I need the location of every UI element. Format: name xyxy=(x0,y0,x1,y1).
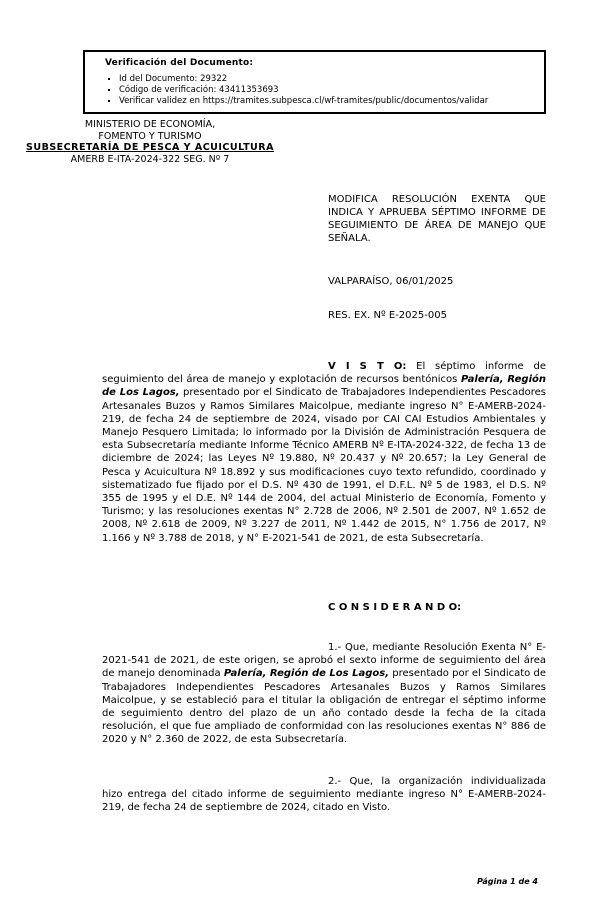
considerando-heading: C O N S I D E R A N D O: xyxy=(328,602,462,613)
verification-box xyxy=(83,50,546,114)
resolution-subject-title: MODIFICA RESOLUCIÓN EXENTA QUE INDICA Y APRUEBA SÉPTIMO INFORME DE SEGUIMIENTO DE ÁREA DE MANEJO QUE SEÑALA. xyxy=(328,194,546,244)
visto-text-2: presentado por el Sindicato de Trabajadores Independientes Pescadores Artesanales Buzos y Ramos Similares Maicolpue, mediante ingreso N° E-AMERB-2024-219, de fecha 24 de septiembre de 2024, visado por CAI CAI Estudios Ambientales y Manejo Pesquero Limitada; lo informado por la División de Administración Pesquera de esta Subsecretaría mediante Informe Técnico AMERB Nº E-ITA-2024-322, de fecha 13 de diciembre de 2024; las Leyes Nº 19.880, Nº 20.437 y Nº 20.657; la Ley General de Pesca y Acuicultura Nº 18.892 y sus modificaciones cuyo texto refundido, coordinado y sistematizado fue fijado por el D.S. Nº 430 de 1991, el D.F.L. Nº 5 de 1983, el D.S. Nº 355 de 1995 y el D.E. Nº 144 de 2004, del actual Ministerio de Economía, Fomento y Turismo; y las resoluciones exentas N° 2.728 de 2006, Nº 2.501 de 2007, Nº 1.652 de 2008, Nº 2.618 de 2009, Nº 3.227 de 2011, Nº 1.442 de 2015, N° 1.756 de 2017, Nº 1.166 y Nº 3.788 de 2018, y N° E-2021-541 de 2021, de esta Subsecretaría. xyxy=(102,387,546,544)
considerando-1-text-1: 1.- Que, mediante Resolución Exenta N° E-2021-541 de 2021, de este origen, se aprobó el sexto informe de seguimiento del área de manejo denominada xyxy=(102,642,546,680)
page-indicator: Página 1 de 4 xyxy=(477,877,538,886)
ministry-line-1: MINISTERIO DE ECONOMÍA, xyxy=(84,119,216,130)
verification-title: Verificación del Documento: xyxy=(105,58,254,68)
considerando-item-2: 2.- Que, la organización individualizada hizo entrega del citado informe de seguimiento mediante ingreso N° E-AMERB-2024-219, de fecha 24 de septiembre de 2024, citado en Visto. xyxy=(102,776,546,814)
resolution-number: RES. EX. Nº E-2025-005 xyxy=(328,310,447,321)
visto-paragraph xyxy=(102,360,546,545)
considerando-1-text-2: presentado por el Sindicato de Trabajadores Independientes Pescadores Artesanales Buzos y Ramos Similares Maicolpue, y se estableció para el titular la obligación de entregar el séptimo informe de seguimiento dentro del plazo de un año contado desde la fecha de la citada resolución, el que fue ampliado de conformidad con las resoluciones exentas N° 886 de 2020 y N° 2.360 de 2022, de esta Subsecretaría. xyxy=(102,668,547,746)
considerando-item-1 xyxy=(102,641,546,747)
amerb-reference: AMERB E-ITA-2024-322 SEG. Nº 7 xyxy=(70,153,230,165)
verification-item-url: ▪ Verificar validez en https://tramites.subpesca.cl/wf-tramites/public/documentos/validar xyxy=(119,96,536,107)
considerando-1-area-name: Palería, Región de Los Lagos, xyxy=(223,668,390,680)
subsecretaria-title: SUBSECRETARÍA DE PESCA Y ACUICULTURA xyxy=(26,142,274,154)
verification-list xyxy=(119,74,536,107)
visto-text-1: El séptimo informe de seguimiento del área de manejo y explotación de recursos bentónicos xyxy=(102,361,546,386)
letterhead xyxy=(4,119,296,165)
visto-area-name: Palería, Región de Los Lagos, xyxy=(102,374,546,399)
place-and-date: VALPARAÍSO, 06/01/2025 xyxy=(328,276,454,287)
visto-label: V I S T O: xyxy=(328,361,407,372)
verification-item-document-id: ▪ Id del Documento: 29322 xyxy=(119,74,536,85)
verification-item-code: ▪ Código de verificación: 43411353693 xyxy=(119,85,536,96)
ministry-line-2: FOMENTO Y TURISMO xyxy=(98,130,202,142)
